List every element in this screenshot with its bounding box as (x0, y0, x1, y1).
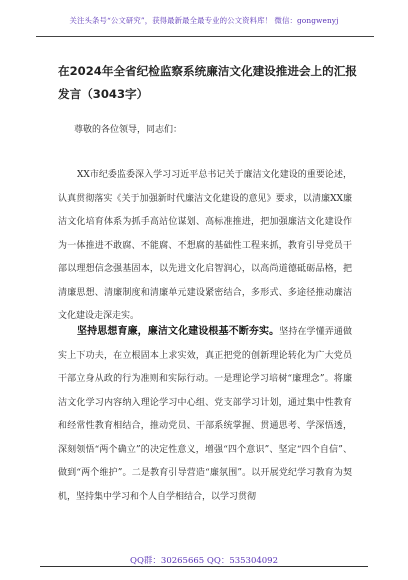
paragraph-2-lead: 坚持思想育廉，廉洁文化建设根基不断夯实。 (77, 326, 280, 337)
document-title: 在2024年全省纪检监察系统廉洁文化建设推进会上的汇报发言（3043字） (58, 64, 357, 101)
body-paragraph-2 (58, 320, 352, 509)
header-promo-text: 关注头条号“公文研究”，获得最新最全最专业的公文资料库！ 微信：gongwenyj (69, 16, 339, 25)
salutation: 尊敬的各位领导，同志们： (74, 125, 183, 135)
header-divider (36, 36, 374, 37)
page-header (0, 0, 408, 40)
footer-divider (40, 566, 368, 567)
page-footer: QQ群：30265665 QQ：535304092 (129, 556, 278, 566)
body-paragraph-1: XX市纪委监委深入学习习近平总书记关于廉洁文化建设的重要论述，认真贯彻落实《关于加强新时代廉洁文化建设的意见》要求，以清廉XX廉洁文化培育体系为抓手高站位谋划、高标准推进，把加强廉洁文化建设作为一体推进不敢腐、不能腐、不想腐的基础性工程来抓，教育引导党员干部以理想信念强基固本，以先进文化启智润心，以高尚道德砥砺品格，把清廉思想、清廉制度和清廉单元建设紧密结合，多形式、多途径推动廉洁文化建设走深走实。 (58, 170, 352, 321)
paragraph-2-body: 坚持在学懂弄通做实上下功夫，在立根固本上求实效，真正把党的创新理论转化为广大党员干部立身从政的行为准则和实际行动。一是理论学习培树“廉理念”。将廉洁文化学习内容纳入理论学习中心组、党支部学习计划，通过集中性教育和经常性教育相结合，推动党员、干部系统掌握、贯通思考、学深悟透，深刻领悟“两个确立”的决定性意义，增强“四个意识”、坚定“四个自信”、做到“两个维护”。二是教育引导营造“廉氛围”。以开展党纪学习教育为契机，坚持集中学习和个人自学相结合，以学习贯彻 (58, 327, 352, 502)
